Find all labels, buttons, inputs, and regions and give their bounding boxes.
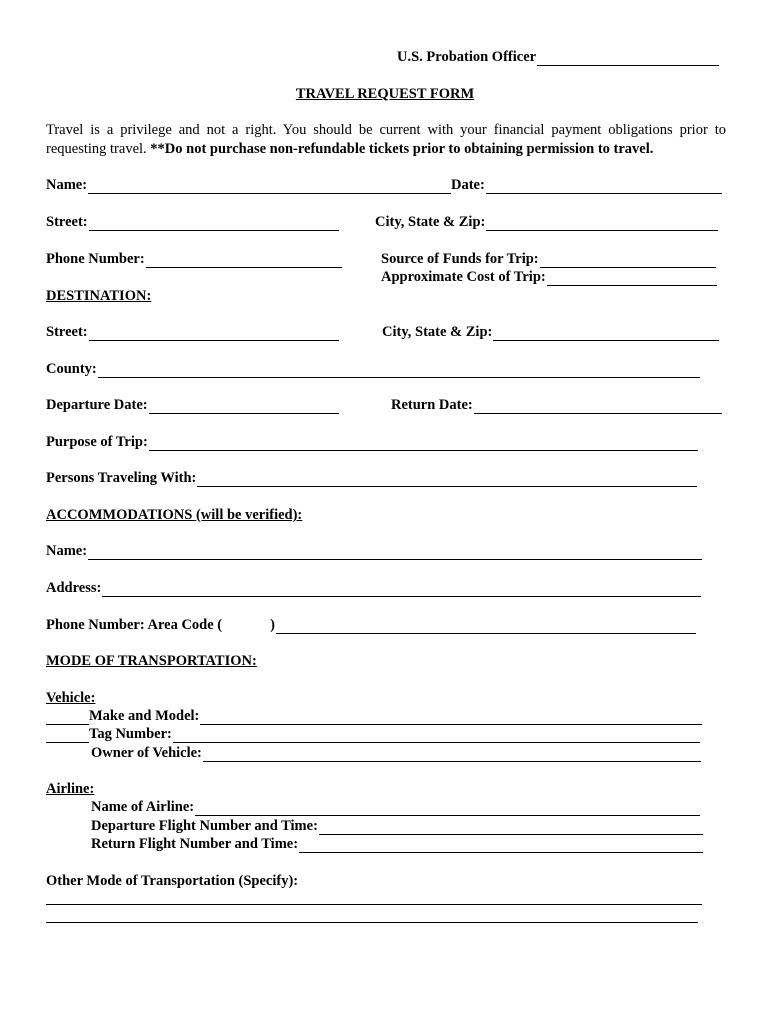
name-input-line[interactable]: [88, 179, 451, 194]
vehicle-heading: Vehicle:: [46, 690, 96, 706]
phone-field: [46, 251, 342, 268]
persons-field: [46, 470, 697, 487]
cost-label: Approximate Cost of Trip:: [381, 269, 546, 285]
destination-heading: DESTINATION:: [46, 288, 152, 304]
airline-name-input-line[interactable]: [195, 801, 700, 816]
acc-phone-field: [46, 617, 696, 634]
funds-input-line[interactable]: [540, 253, 716, 268]
date-field: [451, 177, 722, 194]
departure-date-label: Departure Date:: [46, 397, 148, 413]
other-transport-label: Other Mode of Transportation (Specify):: [46, 873, 299, 889]
cost-input-line[interactable]: [547, 271, 717, 286]
make-field: [46, 708, 702, 725]
acc-address-input-line[interactable]: [102, 582, 701, 597]
transport-heading: MODE OF TRANSPORTATION:: [46, 653, 257, 669]
dest-city-field: [382, 324, 719, 341]
owner-input-line[interactable]: [203, 747, 701, 762]
return-date-input-line[interactable]: [474, 399, 722, 414]
airline-name-field: [91, 799, 700, 816]
form-title: TRAVEL REQUEST FORM: [295, 86, 475, 102]
tag-label: Tag Number:: [89, 726, 172, 742]
name-label: Name:: [46, 177, 88, 193]
departure-flight-field: [91, 818, 703, 835]
date-input-line[interactable]: [486, 179, 722, 194]
tag-input-line[interactable]: [173, 728, 700, 743]
return-flight-label: Return Flight Number and Time:: [91, 836, 299, 852]
return-flight-field: [91, 836, 703, 853]
accommodations-heading: ACCOMMODATIONS (will be verified):: [46, 507, 303, 523]
return-date-field: [391, 397, 722, 414]
return-date-label: Return Date:: [391, 397, 473, 413]
street-label: Street:: [46, 214, 88, 230]
departure-date-input-line[interactable]: [149, 399, 339, 414]
airline-name-label: Name of Airline:: [91, 799, 195, 815]
intro-warning: **Do not purchase non-refundable tickets prior to obtaining permission to travel.: [150, 141, 654, 157]
airline-heading: Airline:: [46, 781, 95, 797]
acc-phone-input-line[interactable]: [276, 619, 696, 634]
dest-street-label: Street:: [46, 324, 88, 340]
acc-address-field: [46, 580, 701, 597]
dest-street-field: [46, 324, 339, 341]
dest-street-input-line[interactable]: [89, 326, 339, 341]
acc-phone-close: ): [270, 617, 275, 633]
city-input-line[interactable]: [486, 216, 718, 231]
purpose-field: [46, 434, 698, 451]
acc-name-label: Name:: [46, 543, 88, 559]
make-input-line[interactable]: [200, 710, 702, 725]
intro-text: Travel is a privilege and not a right. You should be current with your financial payment obligations prior to requesting travel.: [46, 122, 726, 157]
city-field: [375, 214, 718, 231]
officer-label: U.S. Probation Officer: [397, 49, 537, 65]
departure-date-field: [46, 397, 339, 414]
acc-phone-label: Phone Number: Area Code (: [46, 617, 223, 633]
intro-paragraph: [46, 121, 726, 159]
make-label: Make and Model:: [89, 708, 200, 724]
county-label: County:: [46, 361, 97, 377]
date-label: Date:: [451, 177, 485, 193]
tag-field: [46, 726, 700, 743]
purpose-input-line[interactable]: [149, 436, 698, 451]
return-flight-input-line[interactable]: [299, 838, 703, 853]
dest-city-label: City, State & Zip:: [382, 324, 493, 340]
other-transport-line-1[interactable]: [46, 904, 702, 905]
persons-label: Persons Traveling With:: [46, 470, 197, 486]
purpose-label: Purpose of Trip:: [46, 434, 148, 450]
dest-city-input-line[interactable]: [493, 326, 719, 341]
make-check-line[interactable]: [46, 710, 89, 725]
officer-field: [397, 49, 719, 66]
funds-field: [381, 251, 716, 268]
departure-flight-input-line[interactable]: [319, 820, 703, 835]
acc-name-field: [46, 543, 702, 560]
other-transport-line-2[interactable]: [46, 922, 698, 923]
tag-check-line[interactable]: [46, 728, 89, 743]
county-input-line[interactable]: [98, 363, 700, 378]
persons-input-line[interactable]: [197, 472, 697, 487]
departure-flight-label: Departure Flight Number and Time:: [91, 818, 318, 834]
funds-label: Source of Funds for Trip:: [381, 251, 539, 267]
owner-field: [91, 745, 701, 762]
officer-input-line[interactable]: [537, 51, 719, 66]
acc-name-input-line[interactable]: [88, 545, 702, 560]
name-field: [46, 177, 451, 194]
phone-input-line[interactable]: [146, 253, 342, 268]
street-field: [46, 214, 339, 231]
cost-field: [381, 269, 717, 286]
owner-label: Owner of Vehicle:: [91, 745, 202, 761]
city-label: City, State & Zip:: [375, 214, 486, 230]
phone-label: Phone Number:: [46, 251, 145, 267]
county-field: [46, 361, 700, 378]
street-input-line[interactable]: [89, 216, 339, 231]
acc-address-label: Address:: [46, 580, 102, 596]
